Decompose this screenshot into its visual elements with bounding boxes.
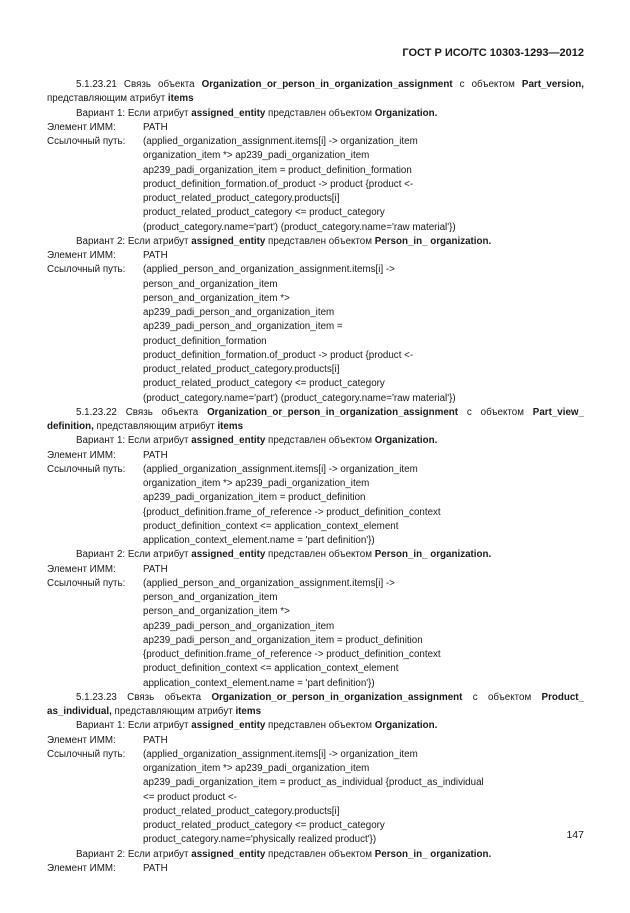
- path-line: person_and_organization_item: [143, 278, 278, 290]
- heading-text: с объектом: [452, 79, 522, 90]
- variant-text: Вариант 1: Если атрибут: [76, 720, 192, 732]
- path-line: product_related_product_category <= product_category: [143, 207, 385, 219]
- path-line: person_and_organization_item: [143, 592, 278, 603]
- variant-text: Вариант 1: Если атрибут: [76, 107, 192, 119]
- element-value: PATH: [143, 734, 168, 746]
- element-label: Элемент ИММ:: [47, 449, 116, 461]
- path-line: (product_category.name='part') (product_category.name='raw material'}): [143, 221, 456, 233]
- variant-text: представлен объектом: [265, 549, 375, 561]
- element-label: Элемент ИММ:: [47, 734, 116, 746]
- path-label: Ссылочный путь:: [47, 136, 126, 147]
- path-lines: [143, 577, 584, 691]
- variant-text: Organization.: [374, 107, 438, 119]
- heading-text: Organization_or_person_in_organization_assignment: [207, 406, 459, 418]
- variant-text: assigned_entity: [191, 720, 266, 732]
- element-row: [47, 862, 584, 876]
- variant-text: представлен объектом: [265, 107, 375, 119]
- element-value: PATH: [143, 449, 168, 461]
- heading-text: items: [167, 93, 194, 105]
- variant-line: [47, 719, 584, 733]
- path-line: product_related_product_category.products[i]: [143, 364, 340, 375]
- path-line: product_definition_context <= application_context_element: [143, 520, 399, 532]
- path-line: product_definition_formation.of_product -> product {product <-: [143, 349, 414, 361]
- variant-text: assigned_entity: [191, 848, 266, 860]
- path-line: ap239_padi_person_and_organization_item: [143, 307, 335, 318]
- variant-text: представлен объектом: [265, 235, 375, 247]
- element-row: [47, 121, 584, 135]
- variant-text: assigned_entity: [191, 435, 266, 447]
- variant-text: представлен объектом: [265, 848, 375, 860]
- path-label: Ссылочный путь:: [47, 463, 126, 475]
- variant-line: [47, 548, 584, 562]
- variant-line: [47, 434, 584, 448]
- variant-text: Person_in_ organization.: [374, 235, 492, 247]
- heading-text: представляющим атрибут: [111, 706, 236, 717]
- path-line: ap239_padi_organization_item = product_definition_formation: [143, 164, 412, 176]
- heading-text: Part_version,: [521, 79, 584, 90]
- path-line: ap239_padi_person_and_organization_item: [143, 620, 335, 632]
- path-line: application_context_element.name = 'part definition'}): [143, 535, 375, 546]
- element-row: [47, 249, 584, 263]
- path-line: (applied_organization_assignment.items[i] -> organization_item: [143, 463, 418, 475]
- path-line: person_and_organization_item *>: [143, 292, 290, 304]
- path-line: (applied_organization_assignment.items[i] -> organization_item: [143, 748, 418, 760]
- heading-text: представляющим атрибут: [93, 421, 218, 432]
- variant-line: [47, 848, 584, 862]
- path-line: {product_definition.frame_of_reference -> product_definition_context: [143, 506, 441, 518]
- path-line: (applied_organization_assignment.items[i] -> organization_item: [143, 136, 418, 147]
- element-row: [47, 563, 584, 577]
- path-lines: [143, 263, 584, 406]
- path-line: product_definition_context <= application_context_element: [143, 663, 399, 675]
- variant-text: assigned_entity: [191, 107, 266, 119]
- variant-text: Вариант 2: Если атрибут: [76, 549, 192, 561]
- variant-text: представлен объектом: [265, 720, 375, 732]
- page-number: 147: [566, 829, 584, 841]
- path-line: person_and_organization_item *>: [143, 606, 290, 618]
- heading-text: Part_view_ definition,: [47, 406, 584, 432]
- variant-text: Вариант 2: Если атрибут: [76, 235, 192, 247]
- variant-text: Вариант 2: Если атрибут: [76, 848, 192, 860]
- heading-text: 5.1.23.21 Связь объекта: [76, 79, 202, 90]
- element-value: PATH: [143, 250, 168, 261]
- path-line: product_related_product_category <= product_category: [143, 820, 385, 831]
- variant-text: Person_in_ organization.: [374, 848, 492, 860]
- variant-text: представлен объектом: [265, 435, 375, 447]
- heading-text: Organization_or_person_in_organization_assignment: [201, 79, 453, 90]
- path-line: organization_item *> ap239_padi_organization_item: [143, 478, 370, 489]
- heading-text: items: [217, 421, 244, 432]
- path-line: product_definition_formation: [143, 335, 267, 347]
- path-line: ap239_padi_organization_item = product_as_individual {product_as_individual: [143, 777, 484, 789]
- path-label: Ссылочный путь:: [47, 577, 126, 589]
- variant-text: Person_in_ organization.: [374, 549, 492, 561]
- path-line: {product_definition.frame_of_reference -> product_definition_context: [143, 649, 441, 660]
- heading-text: 5.1.23.22 Связь объекта: [76, 406, 208, 418]
- heading-text: с объектом: [458, 406, 533, 418]
- variant-text: assigned_entity: [191, 549, 266, 561]
- section-heading: [47, 78, 584, 107]
- path-line: ap239_padi_person_and_organization_item =: [143, 321, 343, 333]
- section-heading: [47, 691, 584, 720]
- path-line: (product_category.name='part') (product_category.name='raw material'}): [143, 392, 456, 404]
- path-label: Ссылочный путь:: [47, 748, 126, 760]
- path-label: Ссылочный путь:: [47, 264, 126, 276]
- path-row: [47, 577, 584, 691]
- heading-text: items: [235, 706, 262, 717]
- path-lines: [143, 463, 584, 549]
- path-line: application_context_element.name = 'part definition'}): [143, 677, 375, 689]
- path-row: [47, 263, 584, 406]
- element-value: PATH: [143, 862, 168, 874]
- element-value: PATH: [143, 563, 168, 575]
- element-value: PATH: [143, 121, 168, 133]
- variant-text: Organization.: [374, 720, 438, 732]
- path-line: product_related_product_category <= product_category: [143, 378, 385, 390]
- element-label: Элемент ИММ:: [47, 862, 116, 874]
- path-row: [47, 135, 584, 235]
- document-body: [47, 78, 584, 876]
- path-line: <= product product <-: [143, 791, 237, 803]
- variant-text: assigned_entity: [191, 235, 266, 247]
- path-line: ap239_padi_person_and_organization_item = product_definition: [143, 634, 423, 646]
- section-heading: [47, 406, 584, 435]
- element-label: Элемент ИММ:: [47, 250, 116, 261]
- path-lines: [143, 135, 584, 235]
- variant-text: Organization.: [374, 435, 438, 447]
- variant-text: Вариант 1: Если атрибут: [76, 435, 192, 447]
- variant-line: [47, 235, 584, 249]
- element-label: Элемент ИММ:: [47, 121, 116, 133]
- path-line: organization_item *> ap239_padi_organization_item: [143, 763, 370, 774]
- heading-text: Organization_or_person_in_organization_assignment: [211, 691, 463, 703]
- heading-text: с объектом: [462, 691, 542, 703]
- path-line: ap239_padi_organization_item = product_definition: [143, 492, 366, 504]
- variant-line: [47, 107, 584, 121]
- heading-text: Product_ as_individual,: [47, 691, 585, 717]
- element-row: [47, 734, 584, 748]
- path-line: organization_item *> ap239_padi_organization_item: [143, 150, 370, 162]
- path-line: product_definition_formation.of_product -> product {product <-: [143, 178, 414, 190]
- path-line: (applied_person_and_organization_assignment.items[i] ->: [143, 577, 395, 589]
- heading-text: 5.1.23.23 Связь объекта: [76, 691, 212, 703]
- path-lines: [143, 748, 584, 848]
- path-line: product_category.name='physically realized product'}): [143, 834, 377, 846]
- element-row: [47, 449, 584, 463]
- path-row: [47, 463, 584, 549]
- path-row: [47, 748, 584, 848]
- path-line: product_related_product_category.products[i]: [143, 193, 340, 204]
- path-line: product_related_product_category.products[i]: [143, 805, 340, 817]
- heading-text: представляющим атрибут: [47, 93, 168, 105]
- path-line: (applied_person_and_organization_assignment.items[i] ->: [143, 264, 395, 276]
- element-label: Элемент ИММ:: [47, 563, 116, 575]
- document-header: ГОСТ Р ИСО/ТС 10303-1293—2012: [402, 47, 584, 59]
